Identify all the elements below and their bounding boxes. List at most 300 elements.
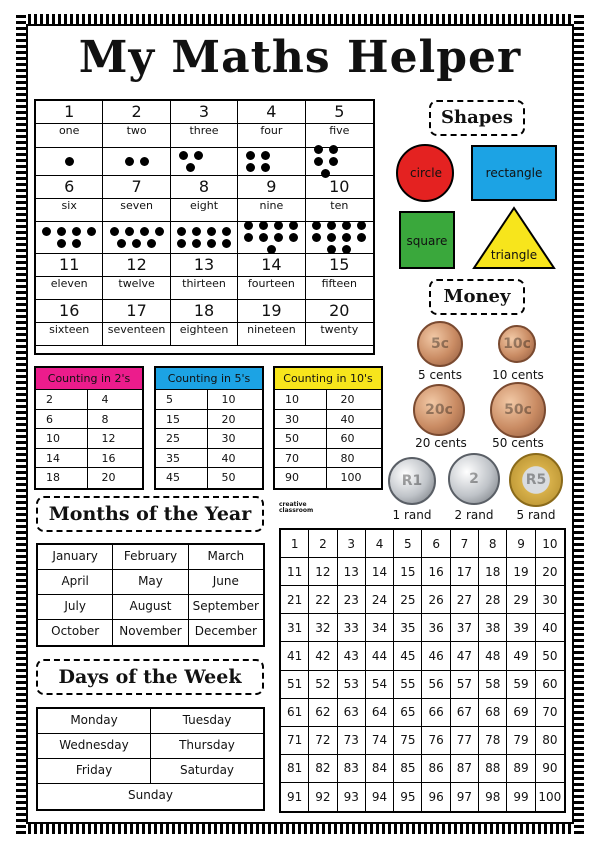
counting-row <box>275 390 381 410</box>
number-digit: 1 <box>64 102 75 121</box>
coin-2-rand-label: 2 rand <box>454 508 494 522</box>
hundred-chart-cell: 52 <box>309 671 337 699</box>
hundred-chart-cell: 47 <box>451 642 479 670</box>
number-word: ten <box>306 198 373 213</box>
counting-value: 10 <box>46 432 60 446</box>
number-digit: 6 <box>64 177 75 196</box>
counting-row <box>275 410 381 430</box>
month-name: November <box>112 620 187 645</box>
hundred-chart-cell: 81 <box>281 755 309 783</box>
coin-1-rand-icon: R1 <box>388 457 436 505</box>
coin-1-rand-label: 1 rand <box>392 508 432 522</box>
month-name: May <box>112 570 187 594</box>
number-digit: 20 <box>329 301 350 320</box>
number-cell <box>103 101 170 148</box>
month-name: February <box>112 545 187 569</box>
hundred-chart-cell: 90 <box>536 755 564 783</box>
counting-value: 4 <box>87 390 143 409</box>
counting-value: 25 <box>166 432 180 446</box>
dot-group <box>103 222 169 253</box>
creative-classroom-logo <box>279 502 339 514</box>
hundred-chart-cell: 100 <box>538 789 562 804</box>
hundred-chart-cell: 85 <box>394 755 422 783</box>
counting-row <box>156 468 262 488</box>
counting-value: 30 <box>207 429 263 448</box>
number-digit: 4 <box>266 102 277 121</box>
dot-cell <box>103 222 170 254</box>
count-dot <box>289 233 298 242</box>
counting-value: 30 <box>285 412 299 426</box>
hundred-chart-cell: 95 <box>394 783 422 811</box>
number-cell <box>171 101 238 148</box>
count-dot <box>289 221 298 230</box>
hundred-chart-cell: 5 <box>394 530 422 558</box>
counting-value: 40 <box>326 410 382 429</box>
number-cell <box>171 176 238 222</box>
number-cell <box>36 101 103 148</box>
count-dot <box>125 157 134 166</box>
hundred-chart-cell: 18 <box>479 558 507 586</box>
counting-row <box>156 429 262 449</box>
count-dot <box>244 221 253 230</box>
number-cell <box>238 176 305 222</box>
days-row <box>38 759 263 784</box>
coin-5-rand-label: 5 rand <box>516 508 556 522</box>
number-cell <box>36 176 103 222</box>
hundred-chart-cell: 64 <box>366 699 394 727</box>
hundred-chart-cell: 83 <box>338 755 366 783</box>
month-name: July <box>64 599 86 613</box>
hundred-chart-cell: 29 <box>507 586 535 614</box>
days-row <box>38 709 263 734</box>
number-digit: 11 <box>59 255 80 274</box>
dot-group <box>238 148 278 175</box>
hundred-chart-cell: 55 <box>394 671 422 699</box>
month-name: October <box>51 624 100 638</box>
count-dot <box>342 221 351 230</box>
hundred-chart-cell: 20 <box>536 558 564 586</box>
hundred-chart-cell: 87 <box>451 755 479 783</box>
hundred-chart-cell: 77 <box>451 727 479 755</box>
months-heading: Months of the Year <box>36 496 264 532</box>
hundred-chart-cell: 6 <box>422 530 450 558</box>
counting-heading: Counting in 5's <box>156 368 262 390</box>
count-dot <box>327 245 336 254</box>
count-dot <box>259 233 268 242</box>
counting-row <box>275 429 381 449</box>
counting-value: 6 <box>46 412 53 426</box>
counting-in-2s-table <box>34 366 144 490</box>
counting-heading: Counting in 10's <box>275 368 381 390</box>
months-row <box>38 570 263 595</box>
hundred-chart-cell: 73 <box>338 727 366 755</box>
counting-value: 10 <box>285 393 299 406</box>
number-cell <box>103 300 170 346</box>
counting-value: 100 <box>326 468 382 488</box>
counting-value: 14 <box>46 451 60 465</box>
hundred-chart-cell: 24 <box>366 586 394 614</box>
number-digit: 19 <box>261 301 282 320</box>
count-dot <box>314 145 323 154</box>
month-name: September <box>188 595 263 619</box>
days-heading: Days of the Week <box>36 659 264 695</box>
rectangle-label: rectangle <box>485 166 543 180</box>
months-row <box>38 595 263 620</box>
hundred-chart-cell: 34 <box>366 614 394 642</box>
hundred-chart-cell: 19 <box>507 558 535 586</box>
number-word: nine <box>238 198 304 213</box>
hundred-chart-cell: 88 <box>479 755 507 783</box>
counting-row <box>156 410 262 430</box>
hundred-chart-cell: 28 <box>479 586 507 614</box>
number-cell <box>306 101 373 148</box>
count-dot <box>207 239 216 248</box>
number-digit: 7 <box>131 177 142 196</box>
hundred-chart-cell: 45 <box>394 642 422 670</box>
coin-5-cents-icon: 5c <box>417 321 463 367</box>
square-label: square <box>406 234 448 248</box>
count-dot <box>42 227 51 236</box>
hundred-chart-cell: 36 <box>422 614 450 642</box>
count-dot <box>329 145 338 154</box>
counting-in-10s-table <box>273 366 383 490</box>
count-dot <box>186 163 195 172</box>
counting-value: 35 <box>166 451 180 465</box>
count-dot <box>117 239 126 248</box>
number-word: eighteen <box>171 322 237 337</box>
count-dot <box>222 239 231 248</box>
coin-2-rand-icon: 2 <box>448 453 500 505</box>
dot-cell <box>103 148 170 176</box>
hundred-chart-cell: 41 <box>281 642 309 670</box>
hundred-chart-cell: 58 <box>479 671 507 699</box>
dot-group <box>103 148 169 175</box>
hundred-chart-cell: 31 <box>281 614 309 642</box>
count-dot <box>312 233 321 242</box>
counting-value: 15 <box>166 412 180 426</box>
number-digit: 3 <box>198 102 210 121</box>
coin-10-cents-icon: 10c <box>498 325 536 363</box>
hundred-chart-cell: 23 <box>338 586 366 614</box>
days-row <box>38 734 263 759</box>
hundred-chart-cell: 51 <box>281 671 309 699</box>
count-dot <box>329 157 338 166</box>
months-table <box>36 543 265 647</box>
counting-value: 90 <box>285 471 299 485</box>
counting-row <box>275 468 381 488</box>
day-name: Sunday <box>128 788 173 802</box>
hundred-chart-cell: 54 <box>366 671 394 699</box>
dot-group <box>238 222 304 253</box>
hundred-chart-cell: 75 <box>394 727 422 755</box>
triangle-label: triangle <box>490 248 538 262</box>
count-dot <box>57 239 66 248</box>
number-word: seventeen <box>103 322 169 337</box>
hundred-chart-cell: 53 <box>338 671 366 699</box>
counting-value: 18 <box>46 471 60 485</box>
hundred-chart-cell: 93 <box>338 783 366 811</box>
dot-cell <box>238 148 305 176</box>
hundred-chart-cell: 59 <box>507 671 535 699</box>
number-cell <box>36 300 103 346</box>
counting-value: 20 <box>87 468 143 488</box>
number-cell <box>238 101 305 148</box>
month-name: January <box>52 549 98 563</box>
count-dot <box>177 239 186 248</box>
count-dot <box>274 221 283 230</box>
hundred-chart-cell: 48 <box>479 642 507 670</box>
hundred-chart-cell: 71 <box>281 727 309 755</box>
counting-value: 16 <box>87 449 143 468</box>
counting-row <box>36 449 142 469</box>
count-dot <box>57 227 66 236</box>
page-title: My Maths Helper <box>78 32 522 83</box>
counting-value: 20 <box>207 410 263 429</box>
number-cell <box>103 254 170 300</box>
dot-group <box>306 222 373 253</box>
hundred-chart-cell: 25 <box>394 586 422 614</box>
hundred-chart-cell: 91 <box>281 783 309 811</box>
hundred-chart-cell: 86 <box>422 755 450 783</box>
day-name: Saturday <box>150 759 263 783</box>
months-row <box>38 620 263 645</box>
dot-cell <box>36 148 103 176</box>
hundred-chart-cell: 89 <box>507 755 535 783</box>
circle-label: circle <box>410 166 442 180</box>
counting-heading: Counting in 2's <box>36 368 142 390</box>
hundred-chart-cell: 97 <box>451 783 479 811</box>
hundred-chart-cell: 74 <box>366 727 394 755</box>
coin-50-cents-label: 50 cents <box>492 436 544 450</box>
hundred-chart-cell: 12 <box>309 558 337 586</box>
number-cell <box>171 254 238 300</box>
number-word: twelve <box>103 276 169 291</box>
count-dot <box>222 227 231 236</box>
dot-cell <box>306 222 373 254</box>
hundred-chart-cell: 32 <box>309 614 337 642</box>
number-digit: 13 <box>193 255 215 274</box>
counting-row <box>156 390 262 410</box>
hundred-chart-cell: 72 <box>309 727 337 755</box>
month-name: March <box>188 545 263 569</box>
count-dot <box>314 157 323 166</box>
hundred-chart-cell: 22 <box>309 586 337 614</box>
dot-cell <box>171 222 238 254</box>
hundred-chart-cell: 37 <box>451 614 479 642</box>
counting-value: 10 <box>207 390 263 409</box>
number-word: eight <box>171 198 237 213</box>
hundred-chart-cell: 66 <box>422 699 450 727</box>
count-dot <box>125 227 134 236</box>
hundred-chart-cell: 43 <box>338 642 366 670</box>
logo-line-1: creative <box>279 501 307 508</box>
hundred-chart-cell: 21 <box>281 586 309 614</box>
hundred-chart-cell: 67 <box>451 699 479 727</box>
day-name: Tuesday <box>150 709 263 733</box>
count-dot <box>194 151 203 160</box>
money-heading: Money <box>429 279 525 315</box>
hundred-chart-cell: 61 <box>281 699 309 727</box>
count-dot <box>267 245 276 254</box>
count-dot <box>192 239 201 248</box>
number-digit: 5 <box>334 102 345 121</box>
day-name: Wednesday <box>59 738 129 752</box>
coin-20-cents-label: 20 cents <box>415 436 467 450</box>
hundred-chart <box>279 528 566 813</box>
counting-value: 12 <box>87 429 143 448</box>
count-dot <box>259 221 268 230</box>
number-word: fourteen <box>238 276 304 291</box>
dot-group <box>36 148 102 175</box>
hundred-chart-cell: 57 <box>451 671 479 699</box>
hundred-chart-cell: 30 <box>536 586 564 614</box>
count-dot <box>192 227 201 236</box>
number-digit: 2 <box>131 102 142 121</box>
count-dot <box>312 221 321 230</box>
number-digit: 8 <box>198 177 210 196</box>
hundred-chart-cell: 15 <box>394 558 422 586</box>
hundred-chart-cell: 38 <box>479 614 507 642</box>
number-digit: 12 <box>126 255 147 274</box>
number-cell <box>238 254 305 300</box>
number-word: seven <box>103 198 169 213</box>
number-word: nineteen <box>238 322 304 337</box>
hundred-chart-cell: 42 <box>309 642 337 670</box>
hundred-chart-cell: 16 <box>422 558 450 586</box>
hundred-chart-cell: 13 <box>338 558 366 586</box>
number-word: one <box>36 123 102 138</box>
hundred-chart-cell: 68 <box>479 699 507 727</box>
hundred-chart-cell: 50 <box>536 642 564 670</box>
counting-in-5s-table <box>154 366 264 490</box>
hundred-chart-cell: 62 <box>309 699 337 727</box>
hundred-chart-cell: 84 <box>366 755 394 783</box>
counting-value: 70 <box>285 451 299 465</box>
hundred-chart-cell: 94 <box>366 783 394 811</box>
hundred-chart-cell: 1 <box>281 530 309 558</box>
hundred-chart-cell: 70 <box>536 699 564 727</box>
hundred-chart-cell: 26 <box>422 586 450 614</box>
number-word: eleven <box>36 276 102 291</box>
count-dot <box>140 227 149 236</box>
hundred-chart-cell: 4 <box>366 530 394 558</box>
hundred-chart-cell: 49 <box>507 642 535 670</box>
coin-20-cents-icon: 20c <box>413 384 465 436</box>
number-word: four <box>238 123 304 138</box>
counting-value: 40 <box>207 449 263 468</box>
count-dot <box>110 227 119 236</box>
counting-value: 50 <box>285 432 299 446</box>
dot-group <box>171 148 211 175</box>
hundred-chart-cell: 56 <box>422 671 450 699</box>
hundred-chart-cell: 33 <box>338 614 366 642</box>
hundred-chart-cell: 2 <box>309 530 337 558</box>
count-dot <box>357 221 366 230</box>
dot-cell <box>306 148 373 176</box>
number-digit: 10 <box>329 177 350 196</box>
count-dot <box>261 163 270 172</box>
counting-value: 8 <box>87 410 143 429</box>
number-digit: 17 <box>126 301 147 320</box>
count-dot <box>342 245 351 254</box>
hundred-chart-cell: 79 <box>507 727 535 755</box>
hundred-chart-cell: 46 <box>422 642 450 670</box>
counting-value: 2 <box>46 393 53 406</box>
hundred-chart-cell: 17 <box>451 558 479 586</box>
count-dot <box>327 221 336 230</box>
logo-line-2: classroom <box>279 507 314 514</box>
count-dot <box>327 233 336 242</box>
count-dot <box>177 227 186 236</box>
counting-row <box>36 468 142 488</box>
number-cell <box>36 254 103 300</box>
number-word: twenty <box>306 322 373 337</box>
counting-row <box>36 390 142 410</box>
number-word: two <box>103 123 169 138</box>
counting-value: 5 <box>166 393 173 406</box>
hundred-chart-cell: 92 <box>309 783 337 811</box>
counting-row <box>275 449 381 469</box>
number-cell <box>306 254 373 300</box>
count-dot <box>207 227 216 236</box>
number-word: thirteen <box>171 276 237 291</box>
hundred-chart-cell: 7 <box>451 530 479 558</box>
hundred-chart-cell: 11 <box>281 558 309 586</box>
number-digit: 16 <box>59 301 80 320</box>
count-dot <box>140 157 149 166</box>
count-dot <box>342 233 351 242</box>
month-name: April <box>61 574 89 588</box>
hundred-chart-cell: 76 <box>422 727 450 755</box>
number-word: sixteen <box>36 322 102 337</box>
count-dot <box>246 163 255 172</box>
count-dot <box>72 239 81 248</box>
dot-cell <box>238 222 305 254</box>
hundred-chart-cell: 98 <box>479 783 507 811</box>
count-dot <box>274 233 283 242</box>
dot-cell <box>36 222 103 254</box>
day-name: Thursday <box>150 734 263 758</box>
hundred-chart-cell: 3 <box>338 530 366 558</box>
counting-value: 20 <box>326 390 382 409</box>
count-dot <box>261 151 270 160</box>
day-name: Monday <box>70 713 118 727</box>
number-digit: 9 <box>266 177 277 196</box>
shapes-heading: Shapes <box>429 100 525 136</box>
number-cell <box>306 300 373 346</box>
hundred-chart-cell: 69 <box>507 699 535 727</box>
number-digit: 18 <box>193 301 215 320</box>
days-row <box>38 784 263 809</box>
month-name: August <box>112 595 187 619</box>
hundred-chart-cell: 78 <box>479 727 507 755</box>
counting-row <box>36 429 142 449</box>
coin-10-cents-label: 10 cents <box>492 368 544 382</box>
counting-row <box>156 449 262 469</box>
dot-cell <box>171 148 238 176</box>
hundred-chart-cell: 27 <box>451 586 479 614</box>
coin-5-rand-icon: R5 <box>509 453 563 507</box>
count-dot <box>147 239 156 248</box>
hundred-chart-cell: 8 <box>479 530 507 558</box>
number-words-grid <box>34 99 375 355</box>
days-table <box>36 707 265 811</box>
months-row <box>38 545 263 570</box>
count-dot <box>72 227 81 236</box>
hundred-chart-cell: 80 <box>536 727 564 755</box>
number-word: fifteen <box>306 276 373 291</box>
hundred-chart-cell: 39 <box>507 614 535 642</box>
